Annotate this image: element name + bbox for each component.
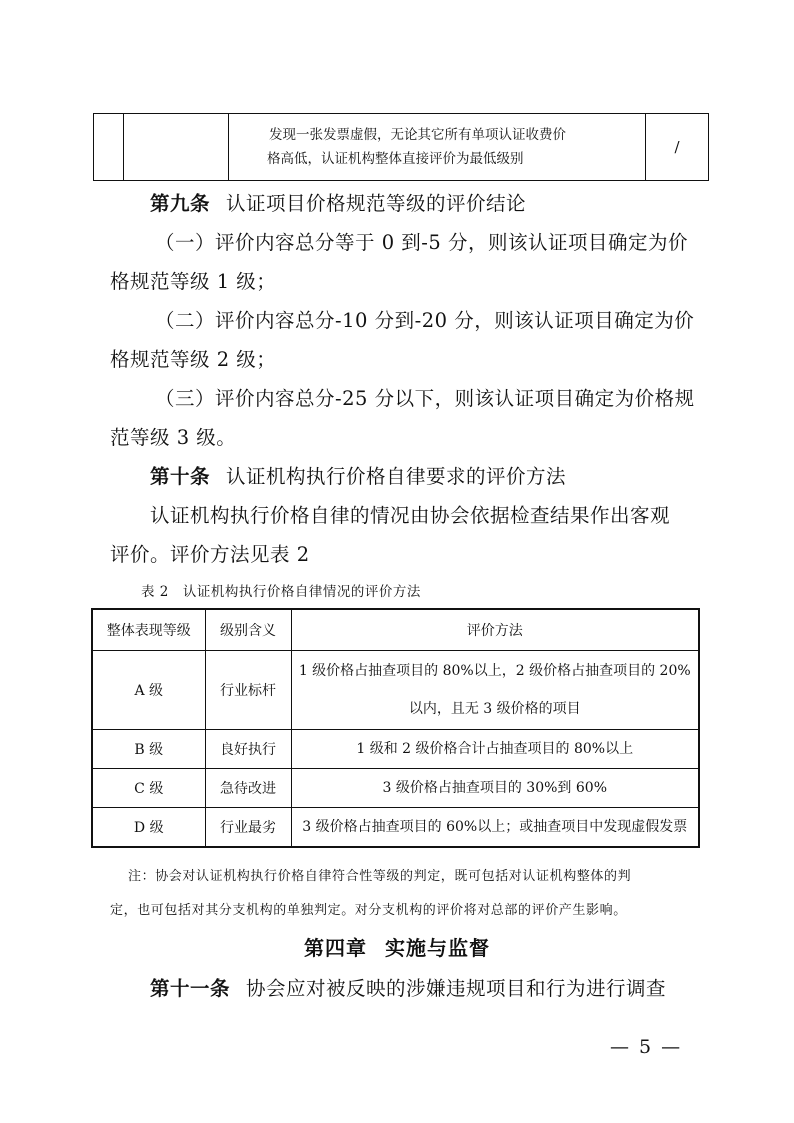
cell-meaning: 急待改进 — [205, 769, 291, 808]
article9-item1-line1: （一）评价内容总分等于 0 到-5 分，则该认证项目确定为价 — [155, 231, 688, 254]
article9-item1-line2: 格规范等级 1 级； — [110, 270, 277, 293]
article11-line — [150, 973, 666, 1001]
table-row — [94, 114, 709, 181]
cell-method — [291, 651, 699, 730]
chapter-title: 实施与监督 — [385, 936, 490, 960]
table-cell-empty — [124, 114, 229, 181]
article9-heading-line — [150, 188, 526, 216]
cell-grade: B 级 — [92, 730, 205, 769]
chapter-heading — [0, 932, 794, 961]
article10-heading-line — [150, 461, 566, 489]
cell-method: 3 级价格占抽查项目的 60%以上；或抽查项目中发现虚假发票 — [291, 808, 699, 848]
page-number: — 5 — — [610, 1036, 683, 1058]
method-line2: 以内，且无 3 级价格的项目 — [408, 701, 581, 717]
cell-method: 3 级价格占抽查项目的 30%到 60% — [291, 769, 699, 808]
cell-method: 1 级和 2 级价格合计占抽查项目的 80%以上 — [291, 730, 699, 769]
article10-para-line2: 评价。评价方法见表 2 — [110, 543, 310, 566]
method-line1: 1 级价格占抽查项目的 80%以上，2 级价格占抽查项目的 20% — [298, 663, 691, 679]
article9-number: 第九条 — [150, 192, 211, 215]
table-row — [92, 651, 699, 730]
table-row — [92, 769, 699, 808]
article9-item3-line2: 范等级 3 级。 — [110, 426, 237, 449]
continuation-table — [93, 113, 709, 181]
rule-text-line2: 格高低，认证机构整体直接评价为最低级别 — [267, 151, 524, 167]
table-row — [92, 730, 699, 769]
article11-text: 协会应对被反映的涉嫌违规项目和行为进行调查 — [246, 977, 667, 1000]
cell-grade: A 级 — [92, 651, 205, 730]
cell-meaning: 行业最劣 — [205, 808, 291, 848]
chapter-number: 第四章 — [304, 936, 367, 960]
article9-item3-line1: （三）评价内容总分-25 分以下，则该认证项目确定为价格规 — [155, 387, 695, 410]
note-line1: 注：协会对认证机构执行价格自律符合性等级的判定，既可包括对认证机构整体的判 — [128, 869, 632, 884]
table-cell-empty — [94, 114, 124, 181]
note-line2: 定，也可包括对其分支机构的单独判定。对分支机构的评价将对总部的评价产生影响。 — [110, 903, 627, 918]
table-row — [92, 808, 699, 848]
article9-item2-line2: 格规范等级 2 级； — [110, 348, 277, 371]
cell-meaning: 良好执行 — [205, 730, 291, 769]
table-cell-rule-text — [229, 114, 646, 181]
cell-grade: D 级 — [92, 808, 205, 848]
header-meaning: 级别含义 — [205, 609, 291, 651]
grade-table — [91, 608, 700, 848]
table-header-row — [92, 609, 699, 651]
table-cell-slash: / — [646, 114, 709, 181]
article10-title: 认证机构执行价格自律要求的评价方法 — [226, 465, 567, 488]
article11-number: 第十一条 — [150, 977, 231, 1000]
header-grade: 整体表现等级 — [92, 609, 205, 651]
article9-item2-line1: （二）评价内容总分-10 分到-20 分，则该认证项目确定为价 — [155, 309, 695, 332]
table-note — [110, 860, 706, 928]
cell-meaning: 行业标杆 — [205, 651, 291, 730]
article9-title: 认证项目价格规范等级的评价结论 — [226, 192, 527, 215]
article10-number: 第十条 — [150, 465, 211, 488]
cell-grade: C 级 — [92, 769, 205, 808]
header-method: 评价方法 — [291, 609, 699, 651]
table2-caption: 表 2 认证机构执行价格自律情况的评价方法 — [141, 584, 421, 600]
rule-text-line1: 发现一张发票虚假，无论其它所有单项认证收费价 — [269, 127, 566, 143]
article10-para-line1: 认证机构执行价格自律的情况由协会依据检查结果作出客观 — [150, 504, 671, 527]
